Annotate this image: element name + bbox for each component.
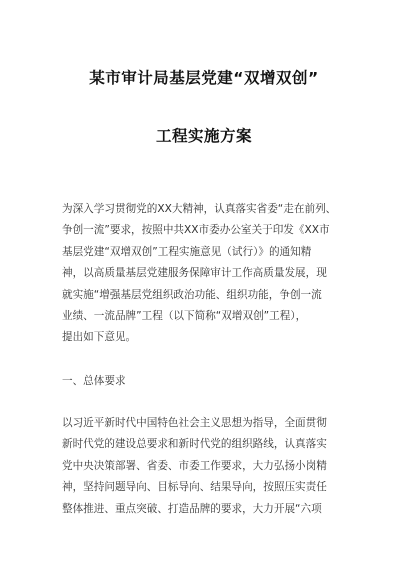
paragraph-line: 就实施“增强基层党组织政治功能、组织功能，争创一流 xyxy=(62,288,322,301)
document-subtitle: 工程实施方案 xyxy=(155,127,252,145)
paragraph-line: 争创一流”要求，按照中共XX市委办公室关于印发《XX市 xyxy=(62,224,330,237)
paragraph-line: 以习近平新时代中国特色社会主义思想为指导，全面贯彻 xyxy=(62,417,327,429)
paragraph-line: 神，坚持问题导向、目标导向、结果导向，按照压实责任 xyxy=(62,481,327,494)
paragraph-line: 整体推进、重点突破、打造品牌的要求，大力开展“六项 xyxy=(62,502,322,515)
paragraph-line: 党中央决策部署、省委、市委工作要求，大力弘扬小岗精 xyxy=(62,459,327,472)
document-title: 某市审计局基层党建“双增双创” xyxy=(89,69,319,87)
paragraph-line: 基层党建“双增双创”工程实施意见（试行）》的通知精 xyxy=(62,245,312,258)
paragraph-line: 新时代党的建设总要求和新时代党的组织路线，认真落实 xyxy=(62,438,327,451)
paragraph-line: 为深入学习贯彻党的XX大精神，认真落实省委“走在前列、 xyxy=(62,203,337,215)
intro-paragraph xyxy=(62,199,358,349)
paragraph-line: 神，以高质量基层党建服务保障审计工作高质量发展，现 xyxy=(62,267,327,280)
paragraph-line: 业绩、一流品牌”工程（以下简称“双增双创”工程）， xyxy=(62,309,307,322)
paragraph-line: 提出如下意见。 xyxy=(62,331,137,344)
section-paragraph xyxy=(62,413,358,515)
section-heading: 一、总体要求 xyxy=(62,375,126,387)
